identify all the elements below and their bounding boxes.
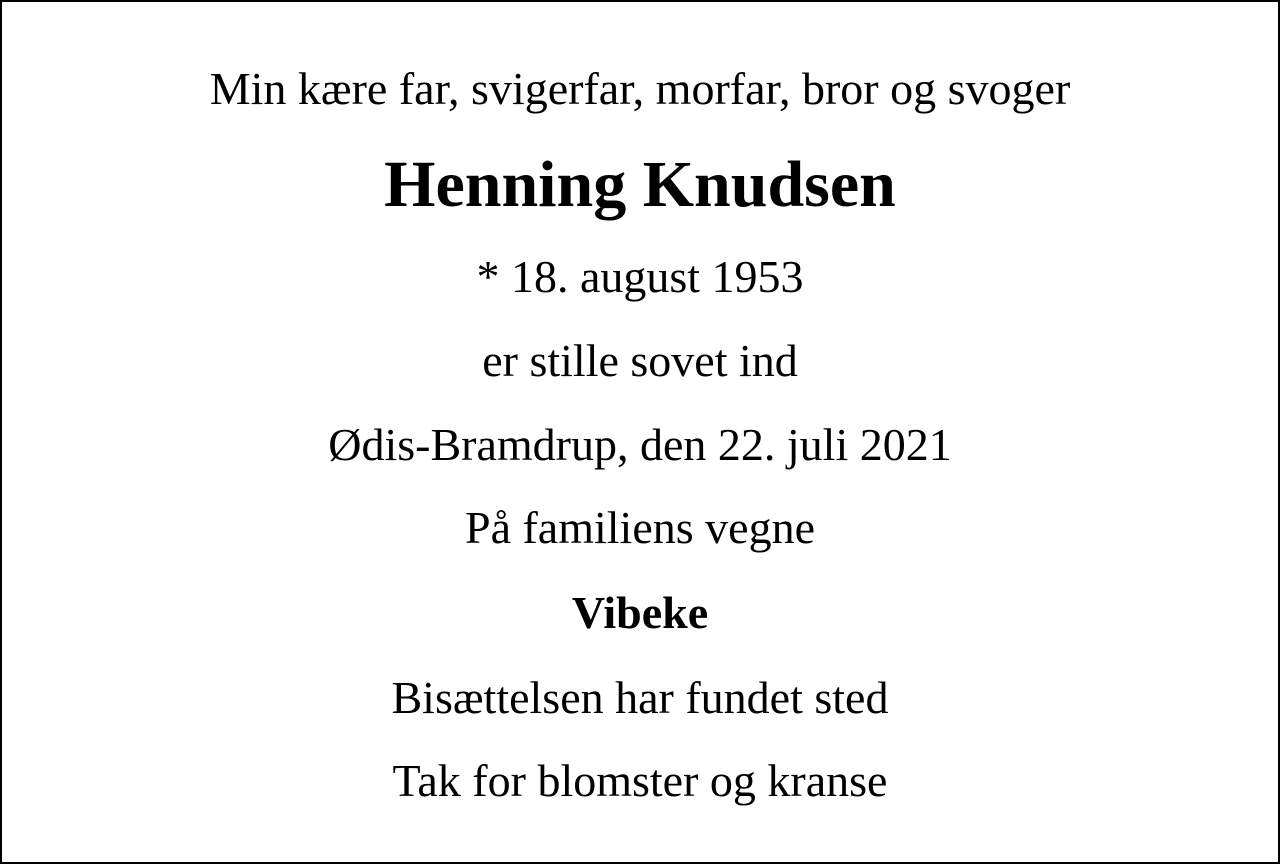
signer-name: Vibeke [571,587,709,638]
birth-date: * 18. august 1953 [476,251,804,302]
on-behalf-text: På familiens vegne [464,502,815,553]
funeral-text: Bisættelsen har fundet sted [391,672,889,723]
thanks-text: Tak for blomster og kranse [392,755,888,806]
passed-away-text: er stille sovet ind [482,335,798,386]
intro-text: Min kære far, svigerfar, morfar, bror og svoger [209,63,1071,114]
place-and-date: Ødis-Bramdrup, den 22. juli 2021 [328,419,952,470]
deceased-name: Henning Knudsen [384,148,896,221]
